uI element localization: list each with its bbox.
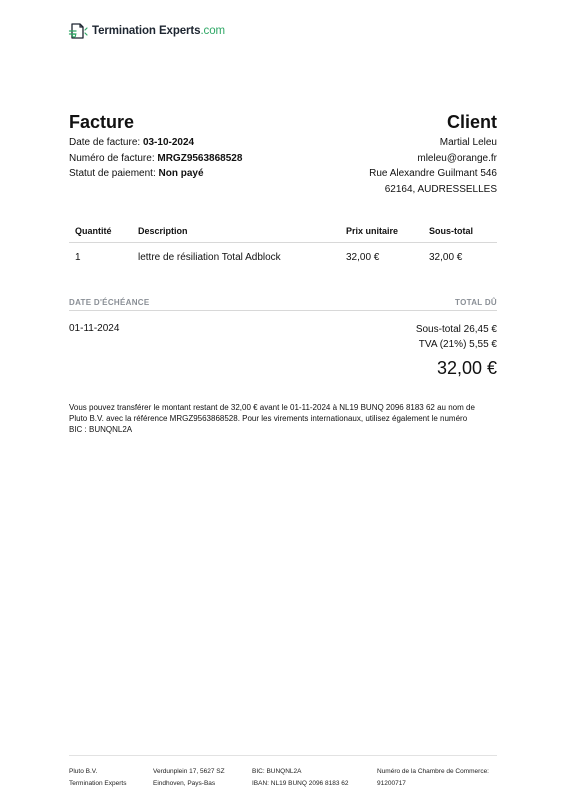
payment-note-line2: Pluto B.V. avec la référence MRGZ9563868528. Pour les virements internationaux, utilisez également le numéro [69, 414, 468, 423]
invoice-date-label: Date de facture: [69, 137, 143, 148]
footer-bank-line1: BIC: BUNQNL2A [252, 768, 302, 775]
due-date-value: 01-11-2024 [69, 323, 120, 334]
header-description: Description [138, 226, 188, 236]
footer-company [69, 766, 126, 790]
client-name: Martial Leleu [439, 137, 497, 148]
vat-line: TVA (21%) 5,55 € [418, 338, 497, 350]
row-quantity: 1 [75, 252, 81, 263]
invoice-date [69, 135, 242, 151]
footer-coc-line2: 91200717 [377, 780, 406, 787]
invoice-date-value: 03-10-2024 [142, 137, 195, 148]
footer-company-line2: Termination Experts [69, 780, 127, 787]
page-footer [69, 755, 497, 787]
client-address-line1: Rue Alexandre Guilmant 546 [369, 168, 497, 179]
payment-status-value: Non payé [158, 168, 204, 179]
row-description: lettre de résiliation Total Adblock [138, 252, 281, 263]
brand-name [92, 25, 225, 37]
brand-name-main: Termination Experts [92, 25, 201, 37]
due-section [69, 297, 497, 378]
items-table-header [69, 222, 497, 243]
table-row [69, 243, 497, 271]
header-subtotal: Sous-total [429, 226, 473, 236]
client-details [369, 111, 497, 197]
invoice-details [69, 111, 242, 182]
total-due-header: TOTAL DÛ [455, 298, 497, 307]
footer-bank [252, 766, 348, 790]
header-quantity: Quantité [75, 226, 112, 236]
footer-chamber-of-commerce [377, 766, 489, 790]
items-table [69, 222, 497, 271]
invoice-number-label: Numéro de facture: [69, 152, 158, 164]
payment-status [69, 166, 242, 182]
totals-summary [416, 323, 497, 380]
total-due-value: 32,00 € [436, 358, 497, 378]
footer-address [153, 766, 225, 790]
header-unit-price: Prix unitaire [346, 226, 399, 236]
footer-bank-line2: IBAN: NL19 BUNQ 2096 8183 62 [252, 780, 349, 787]
due-header [69, 297, 497, 311]
footer-address-line2: Eindhoven, Pays-Bas [153, 780, 216, 787]
footer-coc-line1: Numéro de la Chambre de Commerce: [377, 768, 489, 775]
client-email: mleleu@orange.fr [417, 152, 497, 164]
footer-address-line1: Verdunplein 17, 5627 SZ [153, 768, 225, 775]
document-scissors-icon [68, 22, 88, 40]
row-subtotal: 32,00 € [429, 252, 463, 263]
row-unit-price: 32,00 € [346, 252, 380, 263]
payment-status-label: Statut de paiement: [69, 168, 159, 179]
brand-logo [68, 22, 225, 40]
due-date-header: DATE D'ÉCHÉANCE [69, 298, 150, 307]
payment-note-line3: BIC : BUNQNL2A [69, 425, 133, 434]
invoice-number-value: MRGZ9563868528 [157, 152, 243, 164]
subtotal-line: Sous-total 26,45 € [415, 324, 497, 335]
invoice-title: Facture [69, 112, 135, 132]
footer-company-line1: Pluto B.V. [69, 768, 98, 775]
client-title: Client [446, 112, 497, 132]
client-address-line2: 62164, AUDRESSELLES [384, 183, 497, 195]
brand-name-suffix: .com [200, 25, 225, 37]
invoice-number [69, 151, 242, 167]
payment-note-line1: Vous pouvez transférer le montant restant de 32,00 € avant le 01-11-2024 à NL19 BUNQ 2096 8183 62 au nom de [69, 403, 475, 412]
payment-instructions [69, 402, 505, 435]
